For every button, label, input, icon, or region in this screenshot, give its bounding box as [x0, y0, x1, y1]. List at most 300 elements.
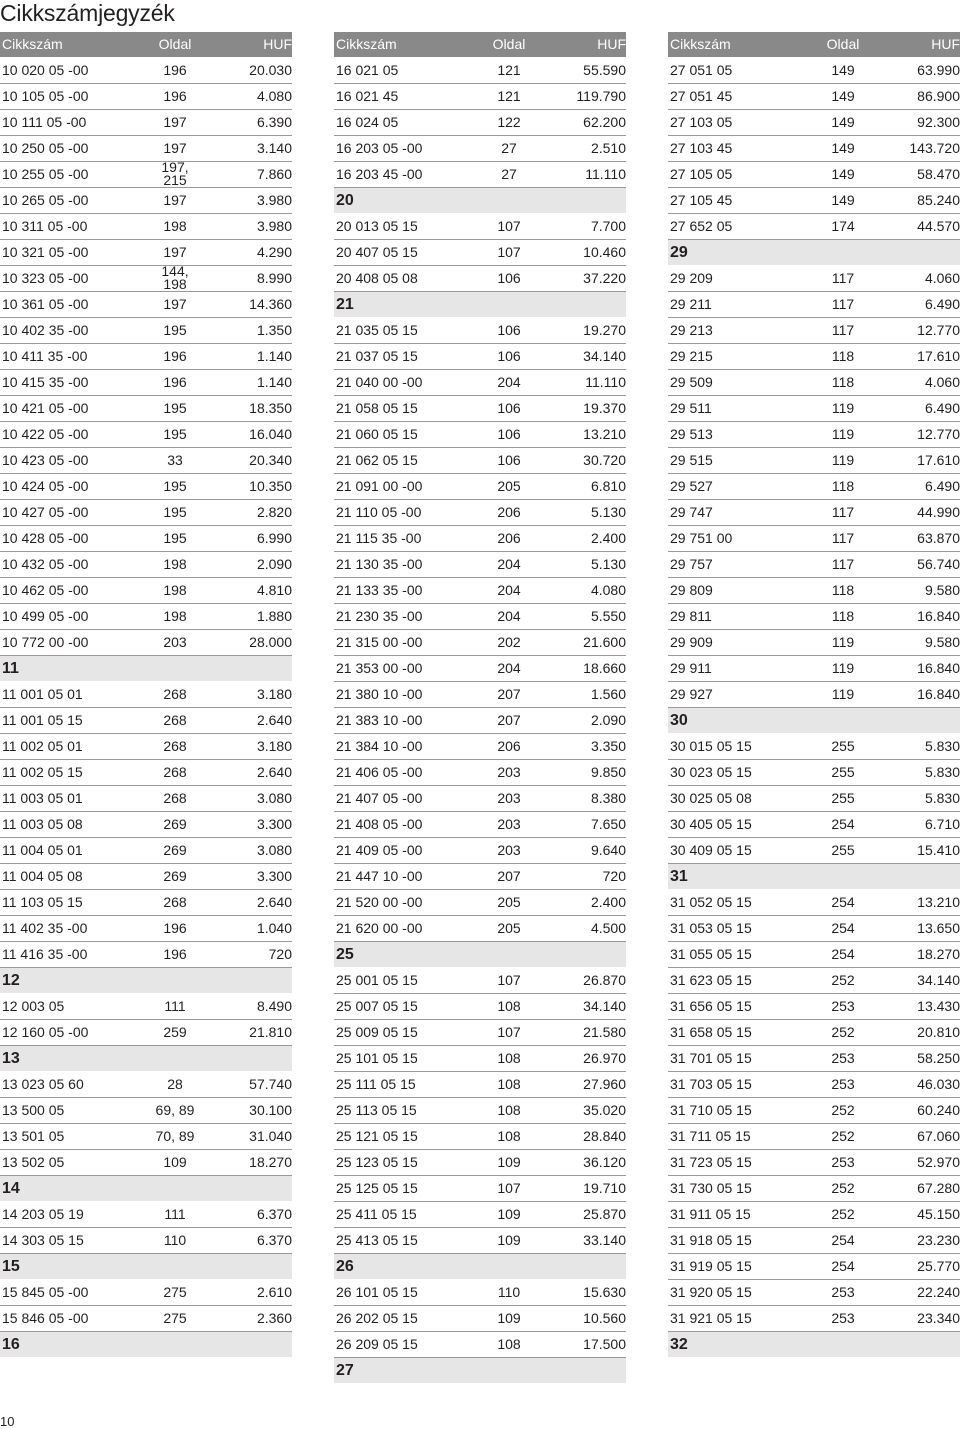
- table-row: [334, 890, 626, 916]
- table-row: [334, 1124, 626, 1150]
- item-price: 7.650: [590, 816, 626, 832]
- item-page: 203: [497, 764, 521, 780]
- item-page: 106: [497, 348, 521, 364]
- table-row: [668, 1020, 960, 1046]
- item-price: 16.840: [917, 608, 960, 624]
- item-code: 25 007 05 15: [336, 998, 418, 1014]
- item-price: 20.340: [249, 452, 292, 468]
- table-row: [668, 1124, 960, 1150]
- item-code: 29 211: [670, 296, 712, 312]
- item-page: 268: [163, 764, 187, 780]
- item-price: 5.830: [924, 764, 960, 780]
- item-code: 29 751 00: [670, 530, 733, 546]
- item-code: 11 004 05 01: [2, 842, 83, 858]
- table-row: [668, 630, 960, 656]
- section-label: 13: [2, 1050, 20, 1067]
- item-price: 5.130: [590, 556, 626, 572]
- table-row: [0, 159, 292, 188]
- item-page: 197: [163, 140, 187, 156]
- item-price: 2.400: [590, 530, 626, 546]
- item-price: 3.180: [256, 686, 292, 702]
- item-code: 10 423 05 -00: [2, 452, 89, 468]
- item-page: 107: [497, 1180, 521, 1196]
- item-page: 110: [163, 1232, 187, 1248]
- table-row: [0, 604, 292, 630]
- item-page: 195: [163, 400, 187, 416]
- item-page: 118: [831, 582, 855, 598]
- item-price: 1.040: [256, 920, 292, 936]
- section-header: [334, 1254, 626, 1280]
- item-page: 255: [831, 790, 855, 806]
- item-code: 20 408 05 08: [336, 270, 418, 286]
- item-price: 720: [602, 868, 626, 884]
- table-header: [668, 32, 960, 58]
- item-code: 21 406 05 -00: [336, 764, 423, 780]
- item-page: 198: [163, 218, 187, 234]
- item-page: 268: [163, 894, 187, 910]
- item-price: 1.350: [256, 322, 292, 338]
- table-row: [668, 786, 960, 812]
- table-row: [668, 760, 960, 786]
- item-code: 29 757: [670, 556, 713, 572]
- section-header: [334, 188, 626, 214]
- table-row: [0, 838, 292, 864]
- item-page: 109: [497, 1206, 521, 1222]
- item-price: 1.880: [256, 608, 292, 624]
- item-page: 275: [163, 1310, 187, 1326]
- table-row: [668, 656, 960, 682]
- item-price: 2.090: [590, 712, 626, 728]
- table-header: [0, 32, 292, 58]
- item-code: 10 020 05 -00: [2, 62, 89, 78]
- item-price: 18.270: [917, 946, 960, 962]
- table-row: [668, 890, 960, 916]
- item-code: 29 909: [670, 634, 713, 650]
- item-code: 27 105 45: [670, 192, 733, 208]
- item-price: 4.060: [924, 374, 960, 390]
- table-row: [668, 214, 960, 240]
- item-code: 25 413 05 15: [336, 1232, 418, 1248]
- item-price: 6.710: [924, 816, 960, 832]
- item-price: 46.030: [917, 1076, 960, 1092]
- item-price: 58.470: [917, 166, 960, 182]
- item-price: 6.390: [256, 114, 292, 130]
- item-code: 10 105 05 -00: [2, 88, 89, 104]
- section-label: 11: [2, 660, 19, 677]
- item-price: 1.140: [256, 374, 292, 390]
- table-row: [0, 136, 292, 162]
- item-price: 23.340: [917, 1310, 960, 1326]
- item-page: 117: [831, 270, 855, 286]
- index-column-3: [668, 32, 960, 1358]
- item-price: 15.630: [583, 1284, 626, 1300]
- table-row: [0, 1280, 292, 1306]
- header-price: HUF: [263, 36, 292, 52]
- table-row: [0, 240, 292, 266]
- item-price: 28.840: [583, 1128, 626, 1144]
- item-code: 10 111 05 -00: [2, 114, 87, 130]
- table-row: [334, 422, 626, 448]
- item-page: 106: [497, 426, 521, 442]
- item-price: 30.100: [249, 1102, 292, 1118]
- item-price: 25.770: [917, 1258, 960, 1274]
- table-row: [334, 1020, 626, 1046]
- item-price: 5.550: [590, 608, 626, 624]
- item-code: 21 091 00 -00: [336, 478, 423, 494]
- item-price: 19.270: [583, 322, 626, 338]
- item-code: 31 656 05 15: [670, 998, 752, 1014]
- table-row: [334, 1306, 626, 1332]
- item-code: 31 658 05 15: [670, 1024, 752, 1040]
- item-page: 254: [831, 816, 855, 832]
- item-page: 195: [163, 426, 187, 442]
- table-row: [0, 448, 292, 474]
- item-price: 5.830: [924, 790, 960, 806]
- item-code: 13 023 05 60: [2, 1076, 84, 1092]
- table-row: [334, 578, 626, 604]
- item-price: 16.840: [917, 686, 960, 702]
- table-row: [0, 708, 292, 734]
- table-row: [668, 266, 960, 292]
- table-row: [334, 1098, 626, 1124]
- item-code: 16 024 05: [336, 114, 399, 130]
- item-price: 2.400: [590, 894, 626, 910]
- item-code: 21 130 35 -00: [336, 556, 423, 572]
- item-price: 7.700: [590, 218, 626, 234]
- item-code: 25 411 05 15: [336, 1206, 417, 1222]
- item-price: 36.120: [583, 1154, 626, 1170]
- item-code: 31 723 05 15: [670, 1154, 752, 1170]
- item-page: 205: [497, 894, 521, 910]
- item-price: 67.280: [917, 1180, 960, 1196]
- item-page: 205: [497, 478, 521, 494]
- item-code: 27 051 45: [670, 88, 733, 104]
- item-price: 30.720: [583, 452, 626, 468]
- item-code: 21 230 35 -00: [336, 608, 423, 624]
- item-price: 63.990: [917, 62, 960, 78]
- table-row: [668, 500, 960, 526]
- item-price: 720: [268, 946, 292, 962]
- item-page: 252: [831, 1180, 855, 1196]
- item-page: 206: [497, 530, 521, 546]
- item-page: 254: [831, 1232, 855, 1248]
- item-page: 121: [497, 88, 521, 104]
- item-code: 21 380 10 -00: [336, 686, 423, 702]
- item-code: 29 927: [670, 686, 713, 702]
- item-page: 198: [163, 608, 187, 624]
- table-row: [0, 110, 292, 136]
- item-code: 31 052 05 15: [670, 894, 752, 910]
- item-price: 10.460: [583, 244, 626, 260]
- item-page: 121: [497, 62, 521, 78]
- item-page: 207: [497, 686, 521, 702]
- item-code: 21 110 05 -00: [336, 504, 422, 520]
- table-row: [668, 370, 960, 396]
- page-title: Cikkszámjegyzék: [0, 0, 175, 26]
- item-code: 21 315 00 -00: [336, 634, 423, 650]
- item-page: 269: [163, 868, 187, 884]
- table-row: [668, 526, 960, 552]
- item-code: 21 035 05 15: [336, 322, 418, 338]
- item-page: 207: [497, 712, 521, 728]
- table-row: [0, 344, 292, 370]
- item-price: 10.560: [583, 1310, 626, 1326]
- item-page: 268: [163, 790, 187, 806]
- item-code: 31 730 05 15: [670, 1180, 752, 1196]
- header-page: Oldal: [826, 36, 860, 52]
- item-price: 21.580: [583, 1024, 626, 1040]
- item-price: 143.720: [909, 140, 960, 156]
- item-code: 30 023 05 15: [670, 764, 752, 780]
- item-page: 202: [497, 634, 521, 650]
- section-label: 14: [2, 1180, 20, 1197]
- item-price: 15.410: [917, 842, 960, 858]
- item-page: 253: [831, 1310, 855, 1326]
- table-row: [668, 1150, 960, 1176]
- item-page: 255: [831, 842, 855, 858]
- section-label: 32: [670, 1336, 688, 1353]
- item-page: 149: [831, 166, 855, 182]
- table-row: [334, 110, 626, 136]
- item-price: 17.500: [583, 1336, 626, 1352]
- item-page: 206: [497, 504, 521, 520]
- item-page: 252: [831, 1024, 855, 1040]
- item-page: 197: [163, 192, 187, 208]
- page-number: 10: [0, 1414, 15, 1429]
- item-page: 174: [831, 218, 855, 234]
- item-code: 10 772 00 -00: [2, 634, 89, 650]
- table-row: [334, 864, 626, 890]
- table-row: [334, 266, 626, 292]
- item-page: 269: [163, 842, 187, 858]
- table-row: [334, 526, 626, 552]
- section-header: [334, 292, 626, 318]
- item-code: 13 500 05: [2, 1102, 65, 1118]
- item-price: 21.600: [583, 634, 626, 650]
- item-page: 118: [831, 608, 855, 624]
- item-page: 106: [497, 400, 521, 416]
- item-price: 6.490: [924, 478, 960, 494]
- item-page: 195: [163, 530, 187, 546]
- item-page: 197, 215: [161, 159, 189, 188]
- table-row: [334, 1072, 626, 1098]
- item-code: 27 105 05: [670, 166, 733, 182]
- section-label: 16: [2, 1336, 20, 1353]
- item-price: 3.300: [256, 816, 292, 832]
- table-row: [334, 318, 626, 344]
- item-code: 29 747: [670, 504, 713, 520]
- item-code: 15 846 05 -00: [2, 1310, 89, 1326]
- item-code: 11 003 05 08: [2, 816, 83, 832]
- table-row: [334, 916, 626, 942]
- section-label: 20: [336, 192, 354, 209]
- table-row: [668, 1254, 960, 1280]
- item-code: 11 002 05 15: [2, 764, 83, 780]
- item-price: 34.140: [583, 998, 626, 1014]
- section-header: [668, 240, 960, 266]
- item-page: 197: [163, 244, 187, 260]
- item-page: 196: [163, 946, 187, 962]
- item-page: 252: [831, 972, 855, 988]
- item-code: 27 652 05: [670, 218, 733, 234]
- item-page: 253: [831, 998, 855, 1014]
- item-price: 6.370: [256, 1206, 292, 1222]
- table-row: [0, 1228, 292, 1254]
- section-label: 27: [336, 1362, 354, 1379]
- section-header: [334, 942, 626, 968]
- table-row: [0, 864, 292, 890]
- item-page: 253: [831, 1284, 855, 1300]
- item-code: 29 513: [670, 426, 713, 442]
- item-page: 254: [831, 946, 855, 962]
- item-price: 37.220: [583, 270, 626, 286]
- header-code: Cikkszám: [336, 36, 397, 52]
- item-page: 203: [497, 842, 521, 858]
- item-page: 119: [831, 400, 855, 416]
- item-page: 196: [163, 920, 187, 936]
- item-price: 4.060: [924, 270, 960, 286]
- item-code: 27 103 45: [670, 140, 733, 156]
- item-price: 31.040: [249, 1128, 292, 1144]
- item-code: 10 415 35 -00: [2, 374, 89, 390]
- table-row: [0, 1150, 292, 1176]
- item-page: 196: [163, 348, 187, 364]
- table-row: [668, 162, 960, 188]
- table-row: [0, 500, 292, 526]
- item-price: 92.300: [917, 114, 960, 130]
- item-page: 196: [163, 374, 187, 390]
- item-price: 3.300: [256, 868, 292, 884]
- item-code: 21 115 35 -00: [336, 530, 422, 546]
- item-code: 25 111 05 15: [336, 1076, 416, 1092]
- item-page: 253: [831, 1076, 855, 1092]
- item-code: 31 623 05 15: [670, 972, 752, 988]
- item-price: 3.080: [256, 842, 292, 858]
- table-row: [668, 1202, 960, 1228]
- table-row: [334, 1046, 626, 1072]
- item-code: 10 462 05 -00: [2, 582, 89, 598]
- table-row: [668, 318, 960, 344]
- table-row: [668, 994, 960, 1020]
- table-row: [668, 110, 960, 136]
- item-page: 268: [163, 712, 187, 728]
- table-row: [668, 942, 960, 968]
- item-code: 31 911 05 15: [670, 1206, 751, 1222]
- table-row: [668, 552, 960, 578]
- item-page: 195: [163, 504, 187, 520]
- item-price: 23.230: [917, 1232, 960, 1248]
- table-row: [0, 474, 292, 500]
- item-code: 21 058 05 15: [336, 400, 418, 416]
- item-code: 27 103 05: [670, 114, 733, 130]
- table-row: [0, 630, 292, 656]
- section-header: [0, 1176, 292, 1202]
- item-page: 70, 89: [155, 1128, 195, 1144]
- table-row: [668, 474, 960, 500]
- item-price: 1.140: [256, 348, 292, 364]
- table-row: [334, 1176, 626, 1202]
- table-row: [0, 58, 292, 84]
- table-row: [0, 994, 292, 1020]
- table-row: [668, 1046, 960, 1072]
- table-row: [334, 682, 626, 708]
- table-row: [668, 58, 960, 84]
- header-price: HUF: [931, 36, 960, 52]
- item-price: 9.850: [590, 764, 626, 780]
- item-page: 28: [167, 1076, 183, 1092]
- item-page: 118: [831, 478, 855, 494]
- item-code: 31 703 05 15: [670, 1076, 752, 1092]
- item-page: 204: [497, 608, 521, 624]
- item-page: 254: [831, 894, 855, 910]
- item-code: 31 701 05 15: [670, 1050, 752, 1066]
- item-code: 31 711 05 15: [670, 1128, 751, 1144]
- item-code: 31 055 05 15: [670, 946, 752, 962]
- table-row: [0, 188, 292, 214]
- item-price: 3.350: [590, 738, 626, 754]
- item-price: 119.790: [576, 88, 626, 104]
- item-code: 10 402 35 -00: [2, 322, 89, 338]
- item-page: 108: [497, 1076, 521, 1092]
- item-price: 13.430: [917, 998, 960, 1014]
- item-code: 20 013 05 15: [336, 218, 418, 234]
- item-code: 10 432 05 -00: [2, 556, 89, 572]
- item-price: 6.990: [256, 530, 292, 546]
- item-page: 207: [497, 868, 521, 884]
- table-row: [334, 604, 626, 630]
- item-price: 3.180: [256, 738, 292, 754]
- table-row: [0, 84, 292, 110]
- item-page: 149: [831, 62, 855, 78]
- section-label: 25: [336, 946, 354, 963]
- table-row: [0, 578, 292, 604]
- item-page: 198: [163, 582, 187, 598]
- table-row: [0, 292, 292, 318]
- item-page: 204: [497, 582, 521, 598]
- item-price: 12.770: [917, 322, 960, 338]
- table-row: [334, 474, 626, 500]
- table-row: [334, 552, 626, 578]
- item-code: 29 209: [670, 270, 713, 286]
- section-header: [668, 708, 960, 734]
- item-code: 11 002 05 01: [2, 738, 83, 754]
- section-header: [0, 1046, 292, 1072]
- item-price: 12.770: [917, 426, 960, 442]
- table-row: [0, 1124, 292, 1150]
- item-price: 3.080: [256, 790, 292, 806]
- item-page: 122: [497, 114, 521, 130]
- item-price: 4.080: [256, 88, 292, 104]
- item-code: 27 051 05: [670, 62, 733, 78]
- item-page: 107: [497, 972, 521, 988]
- item-page: 149: [831, 192, 855, 208]
- table-row: [668, 84, 960, 110]
- item-price: 8.380: [590, 790, 626, 806]
- item-price: 2.640: [256, 712, 292, 728]
- item-code: 29 509: [670, 374, 713, 390]
- item-code: 25 101 05 15: [336, 1050, 418, 1066]
- table-row: [668, 344, 960, 370]
- item-page: 196: [163, 88, 187, 104]
- item-code: 25 113 05 15: [336, 1102, 417, 1118]
- table-row: [0, 1020, 292, 1046]
- item-code: 25 123 05 15: [336, 1154, 418, 1170]
- item-code: 31 919 05 15: [670, 1258, 752, 1274]
- item-page: 108: [497, 1128, 521, 1144]
- item-price: 3.140: [256, 140, 292, 156]
- item-page: 108: [497, 1336, 521, 1352]
- item-price: 26.970: [583, 1050, 626, 1066]
